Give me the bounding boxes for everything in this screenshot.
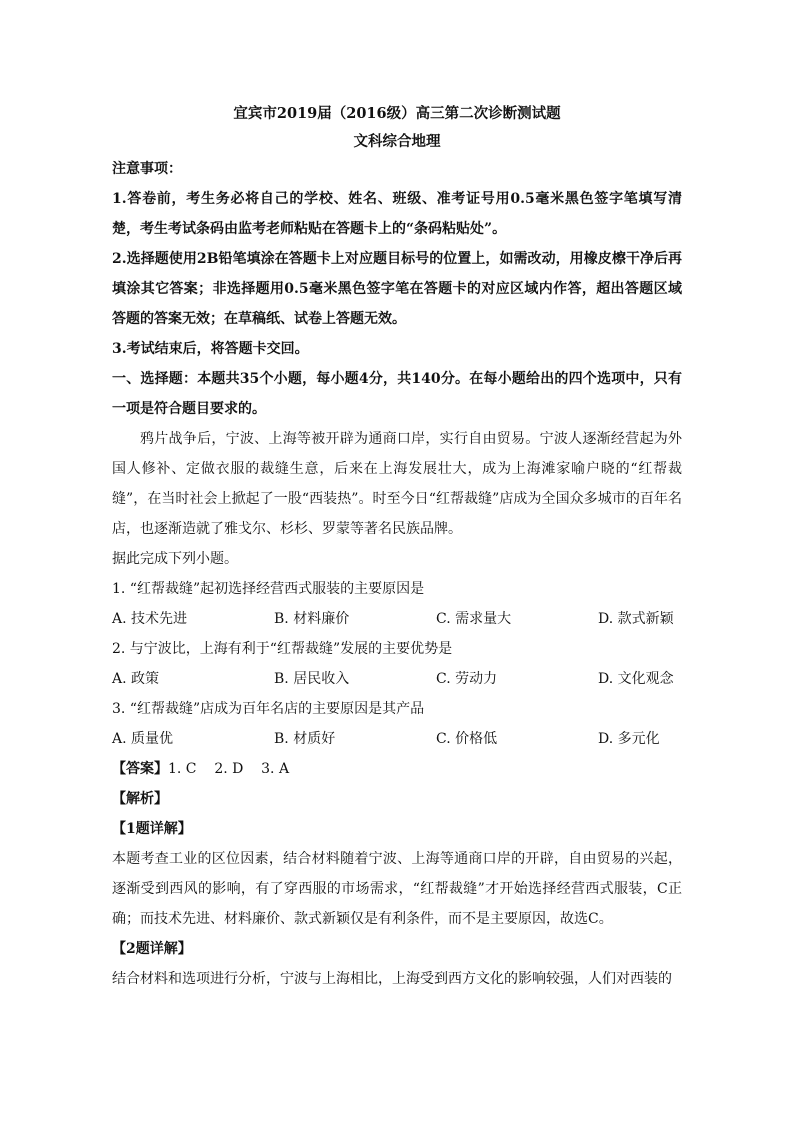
option-d: D. 款式新颖 bbox=[598, 611, 674, 627]
notice-item-1: 1.答卷前，考生务必将自己的学校、姓名、班级、准考证号用0.5毫米黑色签字笔填写清楚，考生考试条码由监考老师粘贴在答题卡上的“条码粘贴处”。 bbox=[112, 191, 682, 237]
analysis-q1-label: 【1题详解】 bbox=[112, 821, 192, 837]
option-d: D. 文化观念 bbox=[598, 671, 674, 687]
option-a: A. 技术先进 bbox=[112, 611, 188, 627]
analysis-q2-text: 结合材料和选项进行分析，宁波与上海相比，上海受到西方文化的影响较强，人们对西装的 bbox=[112, 971, 672, 987]
passage: 鸦片战争后，宁波、上海等被开辟为通商口岸，实行自由贸易。宁波人逐渐经营起为外国人修补、定做衣服的裁缝生意，后来在上海发展壮大，成为上海滩家喻户晓的“红帮裁缝”，在当时社会上掀起了一股“西装热”。时至今日“红帮裁缝”店成为全国众多城市的百年名店，也逐渐造就了雅戈尔、杉杉、罗蒙等著名民族品牌。 bbox=[112, 431, 682, 537]
instruction: 据此完成下列小题。 bbox=[112, 551, 238, 567]
answer-line bbox=[112, 754, 682, 784]
option-d: D. 多元化 bbox=[598, 731, 660, 747]
answer-label: 【答案】 bbox=[112, 761, 168, 777]
notice-item-2: 2.选择题使用2B铅笔填涂在答题卡上对应题目标号的位置上，如需改动，用橡皮檫干净后再填涂其它答案；非选择题用0.5毫米黑色签字笔在答题卡的对应区域内作答，超出答题区域答题的答案无效；在草稿纸、试卷上答题无效。 bbox=[112, 251, 682, 327]
option-c: C. 劳动力 bbox=[436, 671, 498, 687]
exam-title: 宜宾市2019届（2016级）高三第二次诊断测试题 bbox=[233, 105, 561, 122]
exam-subtitle: 文科综合地理 bbox=[353, 133, 441, 150]
option-b: B. 材质好 bbox=[274, 731, 336, 747]
notice-heading: 注意事项： bbox=[112, 161, 182, 177]
analysis-q2-label: 【2题详解】 bbox=[112, 941, 192, 957]
notice-item-3: 3.考试结束后，将答题卡交回。 bbox=[112, 341, 309, 357]
option-c: C. 价格低 bbox=[436, 731, 498, 747]
option-b: B. 材料廉价 bbox=[274, 611, 350, 627]
option-b: B. 居民收入 bbox=[274, 671, 350, 687]
question-3-options bbox=[112, 724, 682, 754]
answer-values: 1. C 2. D 3. A bbox=[168, 761, 290, 777]
analysis-q1-text: 本题考查工业的区位因素，结合材料随着宁波、上海等通商口岸的开辟，自由贸易的兴起，逐渐受到西风的影响，有了穿西服的市场需求，“红帮裁缝”才开始选择经营西式服装，C正确；而技术先进、材料廉价、款式新颖仅是有利条件，而不是主要原因，故选C。 bbox=[112, 851, 682, 927]
option-c: C. 需求量大 bbox=[436, 611, 512, 627]
question-2-stem: 2. 与宁波比，上海有利于“红帮裁缝”发展的主要优势是 bbox=[112, 641, 453, 657]
option-a: A. 政策 bbox=[112, 671, 160, 687]
section-heading: 一、选择题：本题共35个小题，每小题4分，共140分。在每小题给出的四个选项中，只有一项是符合题目要求的。 bbox=[112, 371, 682, 417]
question-3-stem: 3. “红帮裁缝”店成为百年名店的主要原因是其产品 bbox=[112, 701, 425, 717]
question-1-stem: 1. “红帮裁缝”起初选择经营西式服装的主要原因是 bbox=[112, 581, 425, 597]
question-1-options bbox=[112, 604, 682, 634]
analysis-label: 【解析】 bbox=[112, 791, 168, 807]
question-2-options bbox=[112, 664, 682, 694]
document-page bbox=[112, 92, 682, 994]
option-a: A. 质量优 bbox=[112, 731, 174, 747]
